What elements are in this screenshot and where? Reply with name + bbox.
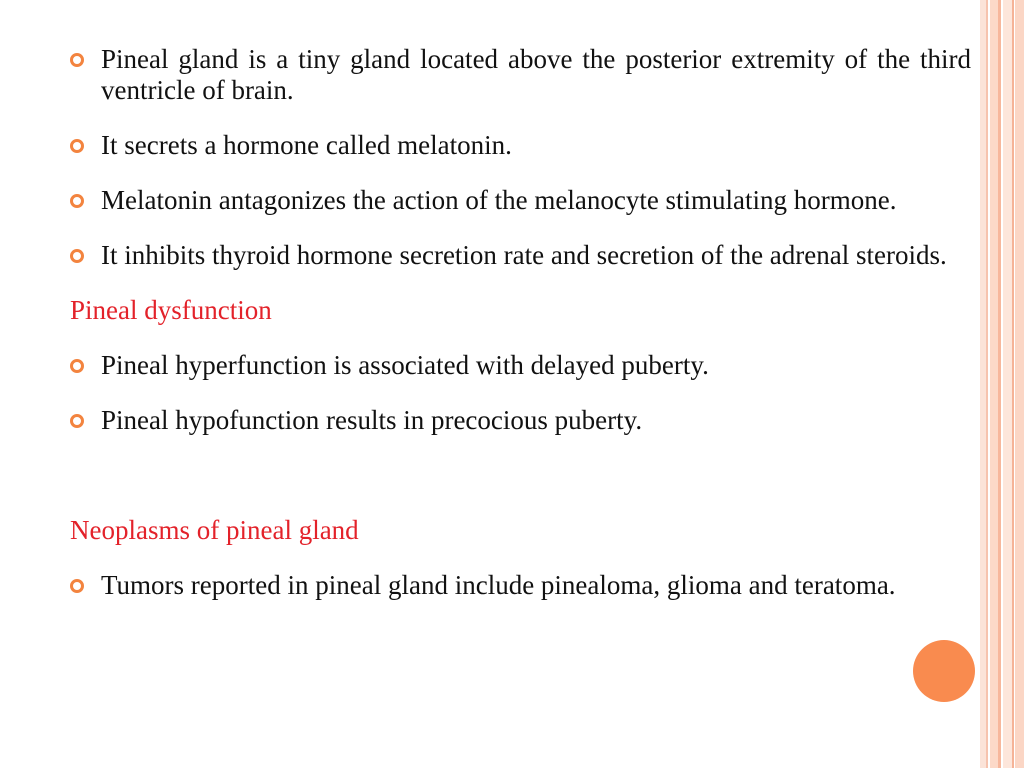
bullet-item: [70, 405, 971, 436]
bullet-item: [70, 130, 971, 161]
circle-bullet-icon: [70, 139, 84, 153]
section-heading-neoplasms: Neoplasms of pineal gland: [70, 515, 359, 545]
bullet-text: It inhibits thyroid hormone secretion rate and secretion of the adrenal steroids.: [101, 240, 947, 270]
decor-stripe: [1012, 0, 1014, 768]
bullet-item: [70, 570, 971, 601]
circle-bullet-icon: [70, 359, 84, 373]
decor-stripe: [986, 0, 988, 768]
decorative-circle: [913, 640, 975, 702]
circle-bullet-icon: [70, 414, 84, 428]
bullet-item: [70, 240, 971, 271]
bullet-item: [70, 350, 971, 381]
bullet-item: [70, 44, 971, 106]
bullet-text: Tumors reported in pineal gland include pinealoma, glioma and teratoma.: [101, 570, 896, 600]
decor-stripe: [990, 0, 998, 768]
bullet-text: Pineal gland is a tiny gland located above the posterior extremity of the third ventricle of brain.: [101, 44, 971, 105]
circle-bullet-icon: [70, 579, 84, 593]
circle-bullet-icon: [70, 194, 84, 208]
bullet-text: It secrets a hormone called melatonin.: [101, 130, 512, 160]
bullet-text: Pineal hypofunction results in precocious puberty.: [101, 405, 643, 435]
bullet-item: [70, 185, 971, 216]
bullet-text: Pineal hyperfunction is associated with delayed puberty.: [101, 350, 709, 380]
decor-stripe: [998, 0, 1001, 768]
circle-bullet-icon: [70, 53, 84, 67]
decor-stripe: [1015, 0, 1024, 768]
bullet-text: Melatonin antagonizes the action of the melanocyte stimulating hormone.: [101, 185, 897, 215]
decor-stripe: [1003, 0, 1012, 768]
section-heading-dysfunction: Pineal dysfunction: [70, 295, 272, 325]
slide-body: [70, 44, 971, 625]
circle-bullet-icon: [70, 249, 84, 263]
